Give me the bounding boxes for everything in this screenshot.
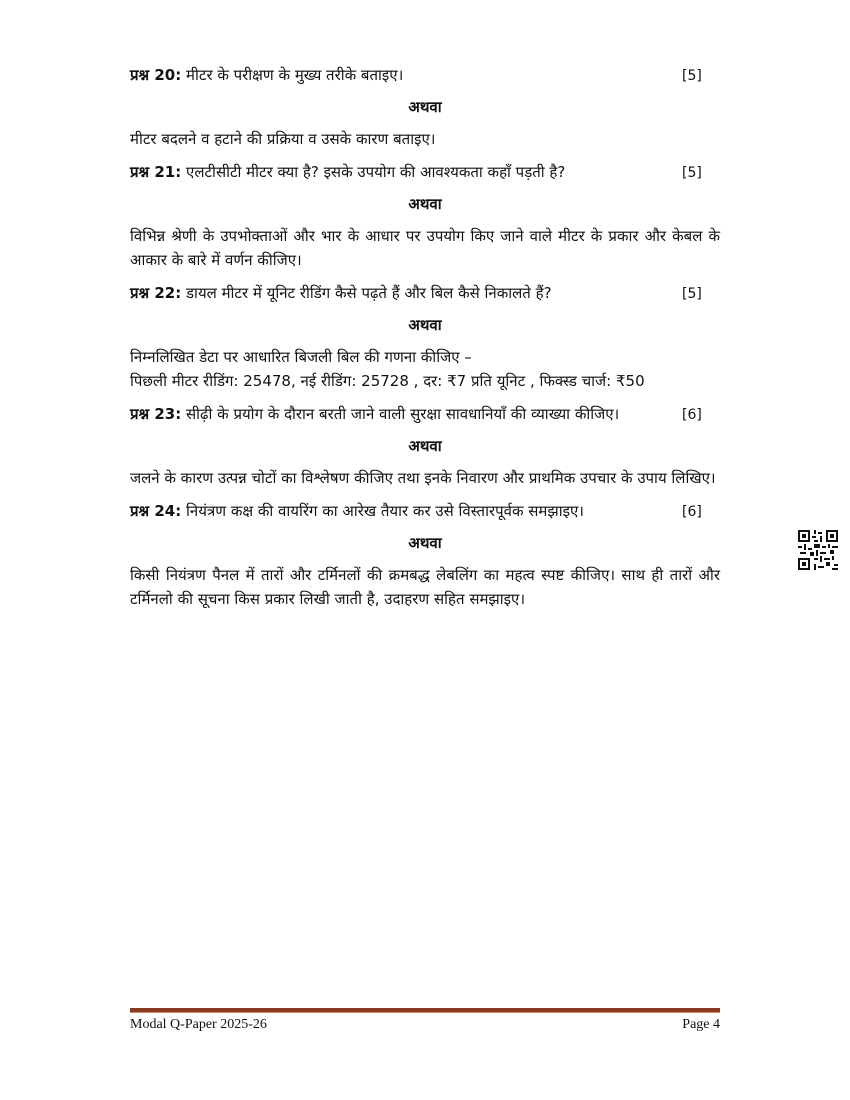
or-separator: अथवा	[408, 316, 442, 334]
or-separator: अथवा	[408, 534, 442, 552]
page-number: Page 4	[682, 1017, 720, 1032]
marks-label: [5]	[682, 165, 702, 181]
qr-code-icon	[798, 530, 838, 570]
alternative-text: जलने के कारण उत्पन्न चोटों का विश्लेषण कीजिए तथा इनके निवारण और प्राथमिक उपचार के उपाय लिखिए।	[130, 469, 716, 487]
marks-label: [6]	[682, 407, 702, 423]
or-separator: अथवा	[408, 195, 442, 213]
alternative-text: किसी नियंत्रण पैनल में तारों और टर्मिनलों की क्रमबद्ध लेबलिंग का महत्व स्पष्ट कीजिए। साथ ही तारों और टर्मिनलो की सूचना किस प्रकार लिखी जाती है, उदाहरण सहित समझाइए।	[130, 566, 720, 608]
page-footer	[130, 1017, 720, 1033]
marks-label: [5]	[682, 68, 702, 84]
question-number: प्रश्न 23:	[130, 405, 182, 423]
question-number: प्रश्न 24:	[130, 502, 182, 520]
question-number: प्रश्न 20:	[130, 66, 182, 84]
question-number: प्रश्न 21:	[130, 163, 182, 181]
question-24	[130, 498, 720, 611]
alternative-question	[130, 127, 720, 151]
question-number: प्रश्न 22:	[130, 284, 182, 302]
question-21	[130, 159, 720, 272]
question-text: डायल मीटर में यूनिट रीडिंग कैसे पढ़ते हैं और बिल कैसे निकालते हैं?	[186, 284, 552, 302]
alternative-text: विभिन्न श्रेणी के उपभोक्ताओं और भार के आधार पर उपयोग किए जाने वाले मीटर के प्रकार और केबल के आकार के बारे में वर्णन कीजिए।	[130, 227, 720, 269]
alternative-question	[130, 563, 720, 611]
or-separator: अथवा	[408, 437, 442, 455]
question-22	[130, 280, 720, 393]
question-text: एलटीसीटी मीटर क्या है? इसके उपयोग की आवश्यकता कहाँ पड़ती है?	[186, 163, 566, 181]
alternative-text: मीटर बदलने व हटाने की प्रक्रिया व उसके कारण बताइए।	[130, 130, 436, 148]
question-text: सीढ़ी के प्रयोग के दौरान बरती जाने वाली सुरक्षा सावधानियाँ की व्याख्या कीजिए।	[186, 405, 620, 423]
alternative-question	[130, 224, 720, 272]
question-text: मीटर के परीक्षण के मुख्य तरीके बताइए।	[186, 66, 404, 84]
footer-title: Modal Q-Paper 2025-26	[130, 1017, 267, 1032]
question-23	[130, 401, 720, 490]
alternative-question	[130, 466, 720, 490]
question-20	[130, 62, 720, 151]
question-list	[130, 62, 720, 619]
or-separator: अथवा	[408, 98, 442, 116]
marks-label: [5]	[682, 286, 702, 302]
alternative-text: निम्नलिखित डेटा पर आधारित बिजली बिल की गणना कीजिए –	[130, 348, 472, 366]
question-text: नियंत्रण कक्ष की वायरिंग का आरेख तैयार कर उसे विस्तारपूर्वक समझाइए।	[186, 502, 584, 520]
alternative-data-line: पिछली मीटर रीडिंग: 25478, नई रीडिंग: 25728 , दर: ₹7 प्रति यूनिट , फिक्स्ड चार्ज: ₹50	[130, 372, 645, 390]
footer-divider	[130, 1008, 720, 1013]
alternative-question	[130, 345, 720, 393]
marks-label: [6]	[682, 504, 702, 520]
